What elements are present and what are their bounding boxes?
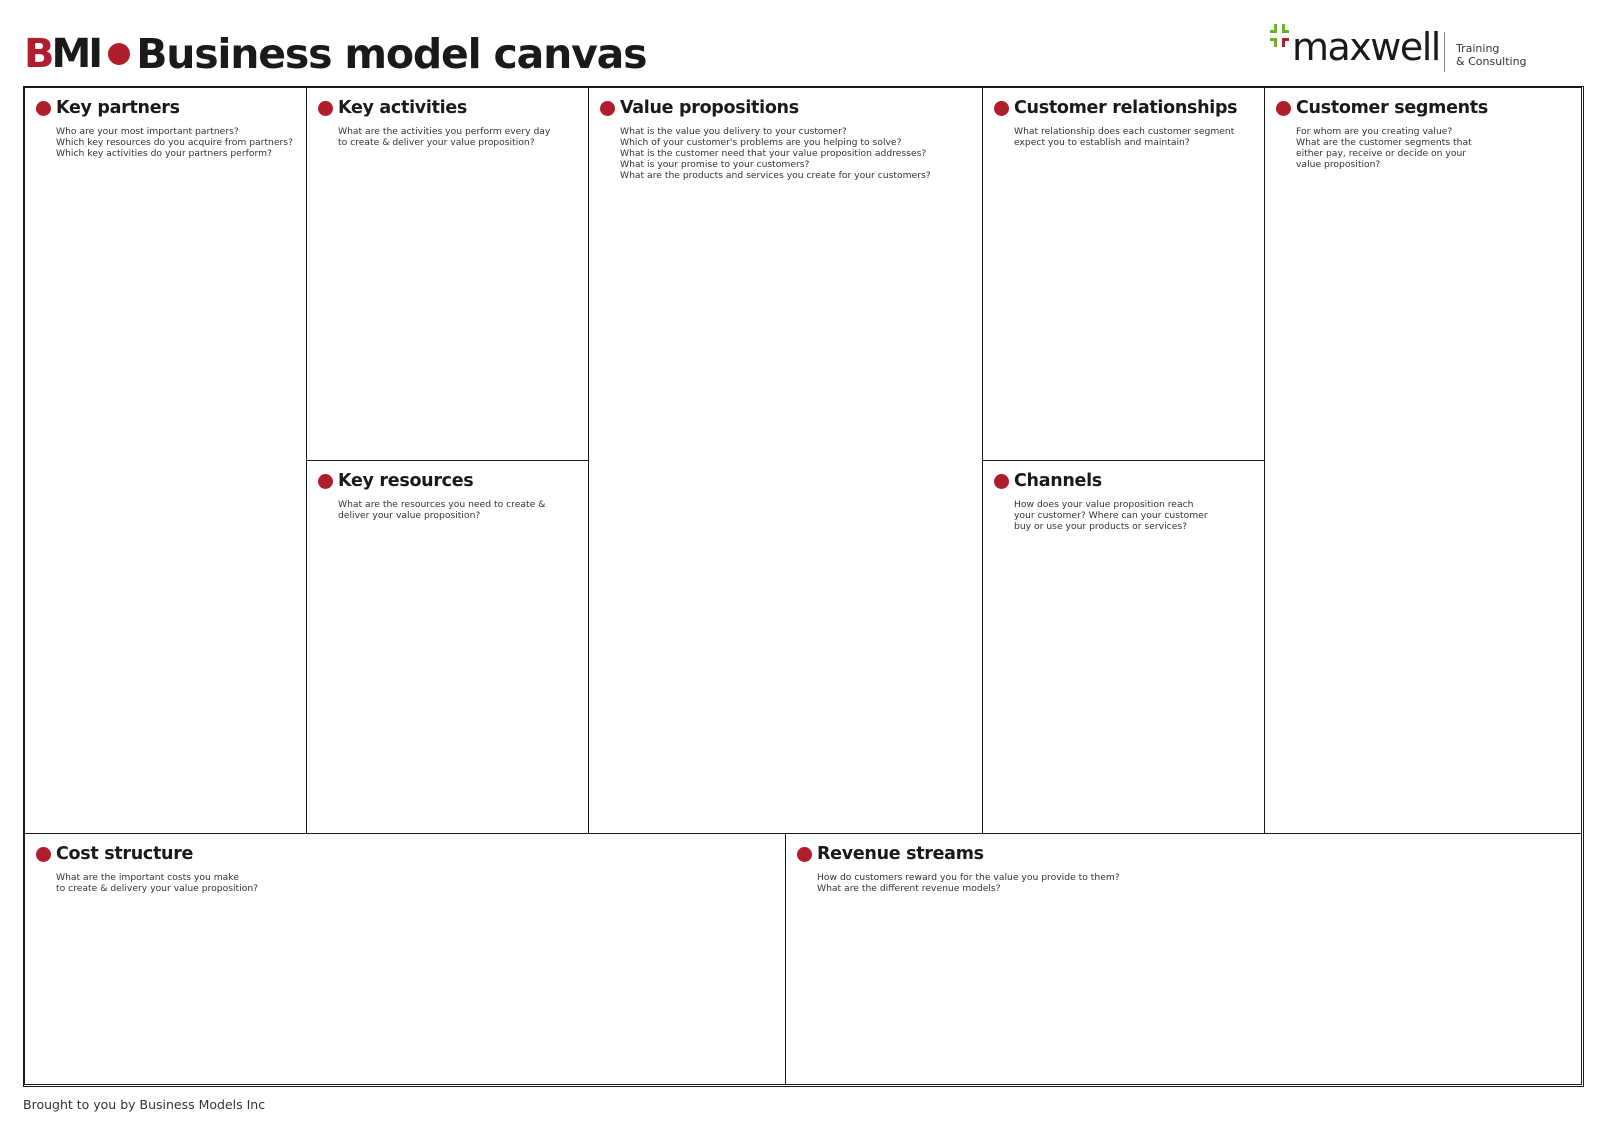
block-question: What is your promise to your customers? (620, 159, 810, 170)
block-question: How do customers reward you for the value you provide to them? (817, 872, 1120, 883)
block-question: What are the resources you need to create & (338, 499, 546, 510)
question-list (338, 126, 550, 148)
bullet-dot-icon (318, 474, 333, 489)
brand-tagline-line-2: & Consulting (1456, 55, 1527, 68)
block-question: What is the value you delivery to your customer? (620, 126, 847, 137)
block-question: Which of your customer's problems are you helping to solve? (620, 137, 902, 148)
block-title: Key partners (56, 98, 180, 118)
bmi-logo (24, 31, 101, 77)
block-header (600, 98, 799, 118)
block-title: Revenue streams (817, 844, 984, 864)
block-revenue-streams (785, 833, 1582, 1085)
block-question: Who are your most important partners? (56, 126, 239, 137)
block-customer-segments (1264, 87, 1582, 835)
block-channels (982, 460, 1266, 835)
block-title: Channels (1014, 471, 1102, 491)
block-title: Customer relationships (1014, 98, 1238, 118)
block-question: expect you to establish and maintain? (1014, 137, 1190, 148)
bullet-dot-icon (36, 847, 51, 862)
maxwell-logo (1270, 22, 1530, 74)
bullet-dot-icon (797, 847, 812, 862)
bullet-dot-icon (318, 101, 333, 116)
block-question: to create & deliver your value proposition? (338, 137, 535, 148)
page-title: Business model canvas (136, 29, 647, 78)
block-question: For whom are you creating value? (1296, 126, 1453, 137)
block-question: value proposition? (1296, 159, 1381, 170)
block-question: What are the different revenue models? (817, 883, 1001, 894)
question-list (56, 872, 258, 894)
block-question: What are the important costs you make (56, 872, 239, 883)
block-header (994, 471, 1102, 491)
bullet-dot-icon (600, 101, 615, 116)
business-model-canvas (23, 86, 1584, 1087)
question-list (56, 126, 293, 159)
block-title: Cost structure (56, 844, 194, 864)
block-key-activities (306, 87, 590, 462)
block-question: your customer? Where can your customer (1014, 510, 1208, 521)
brand-tagline-line-1: Training (1456, 42, 1500, 55)
question-list (620, 126, 931, 181)
block-question: What are the customer segments that (1296, 137, 1472, 148)
block-title: Customer segments (1296, 98, 1488, 118)
bullet-dot-icon (994, 101, 1009, 116)
block-key-partners (24, 87, 308, 835)
block-question: How does your value proposition reach (1014, 499, 1194, 510)
brand-divider (1444, 32, 1445, 72)
brand-tagline (1456, 42, 1527, 68)
block-header (1276, 98, 1488, 118)
block-question: Which key activities do your partners perform? (56, 148, 272, 159)
block-question: What are the activities you perform every day (338, 126, 551, 137)
block-title: Key activities (338, 98, 468, 118)
block-key-resources (306, 460, 590, 835)
block-header (318, 471, 473, 491)
title-dot-icon (108, 43, 130, 65)
question-list (1014, 499, 1208, 532)
block-question: deliver your value proposition? (338, 510, 481, 521)
block-cost-structure (24, 833, 787, 1085)
question-list (817, 872, 1120, 894)
block-header (318, 98, 467, 118)
bullet-dot-icon (36, 101, 51, 116)
block-customer-relationships (982, 87, 1266, 462)
bmi-logo-mi: MI (51, 31, 101, 77)
bullet-dot-icon (1276, 101, 1291, 116)
bmi-logo-b: B (24, 31, 52, 77)
block-title: Key resources (338, 471, 474, 491)
block-question: either pay, receive or decide on your (1296, 148, 1467, 159)
block-header (797, 844, 984, 864)
footer-credit: Brought to you by Business Models Inc (23, 1097, 266, 1112)
bullet-dot-icon (994, 474, 1009, 489)
block-question: Which key resources do you acquire from partners? (56, 137, 293, 148)
block-question: What relationship does each customer segment (1014, 126, 1235, 137)
block-question: buy or use your products or services? (1014, 521, 1188, 532)
block-header (36, 98, 180, 118)
block-value-propositions (588, 87, 984, 835)
question-list (338, 499, 545, 521)
document-header (24, 26, 646, 82)
question-list (1014, 126, 1234, 148)
block-header (36, 844, 193, 864)
block-question: to create & delivery your value proposition? (56, 883, 259, 894)
maxwell-wordmark: maxwell (1292, 25, 1440, 69)
block-header (994, 98, 1237, 118)
question-list (1296, 126, 1472, 170)
block-question: What are the products and services you create for your customers? (620, 170, 931, 181)
block-title: Value propositions (620, 98, 799, 118)
block-question: What is the customer need that your value proposition addresses? (620, 148, 927, 159)
